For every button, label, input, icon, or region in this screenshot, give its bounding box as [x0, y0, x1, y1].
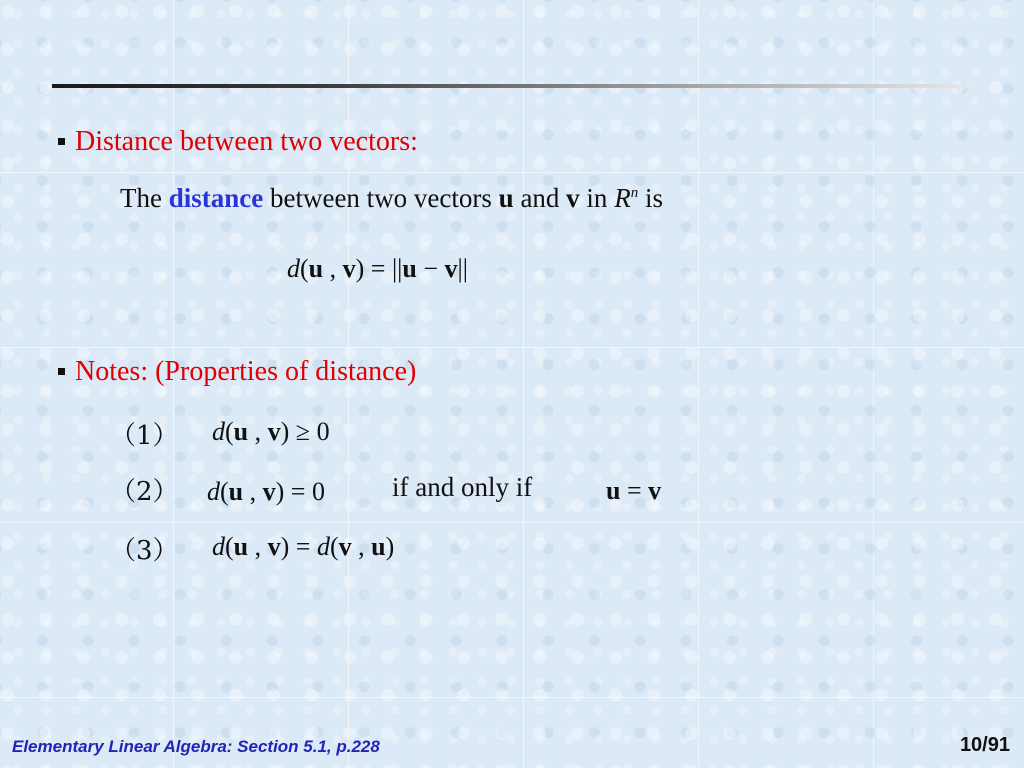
property-3-formula: d(u , v) = d(v , u) — [212, 532, 395, 561]
notes-heading: Notes: (Properties of distance) — [75, 356, 417, 387]
bullet-icon — [58, 138, 65, 145]
property-1-formula: d(u , v) ≥ 0 — [212, 417, 330, 446]
footer-title: Elementary Linear Algebra: Section 5.1, p.228 — [12, 737, 380, 756]
page-number: 10/91 — [959, 734, 1010, 756]
distance-term: distance — [168, 183, 264, 213]
distance-definition: The distance between two vectors u and v in $R^n$ is — [120, 183, 663, 213]
property-2-equality: u = v — [606, 476, 662, 505]
property-2-number: （2） — [110, 477, 179, 507]
property-3-number: （3） — [110, 536, 179, 566]
bullet-notes-heading — [58, 356, 416, 388]
bullet-distance-heading — [58, 126, 418, 158]
property-2-condition: if and only if — [392, 472, 533, 502]
title-underline — [52, 84, 972, 88]
distance-heading: Distance between two vectors: — [75, 126, 418, 157]
property-1-number: （1） — [110, 421, 179, 451]
property-2-formula: d(u , v) = 0 — [207, 477, 325, 506]
distance-formula: d(u , v) = ||u − v|| — [287, 254, 468, 283]
bullet-icon — [58, 368, 65, 375]
